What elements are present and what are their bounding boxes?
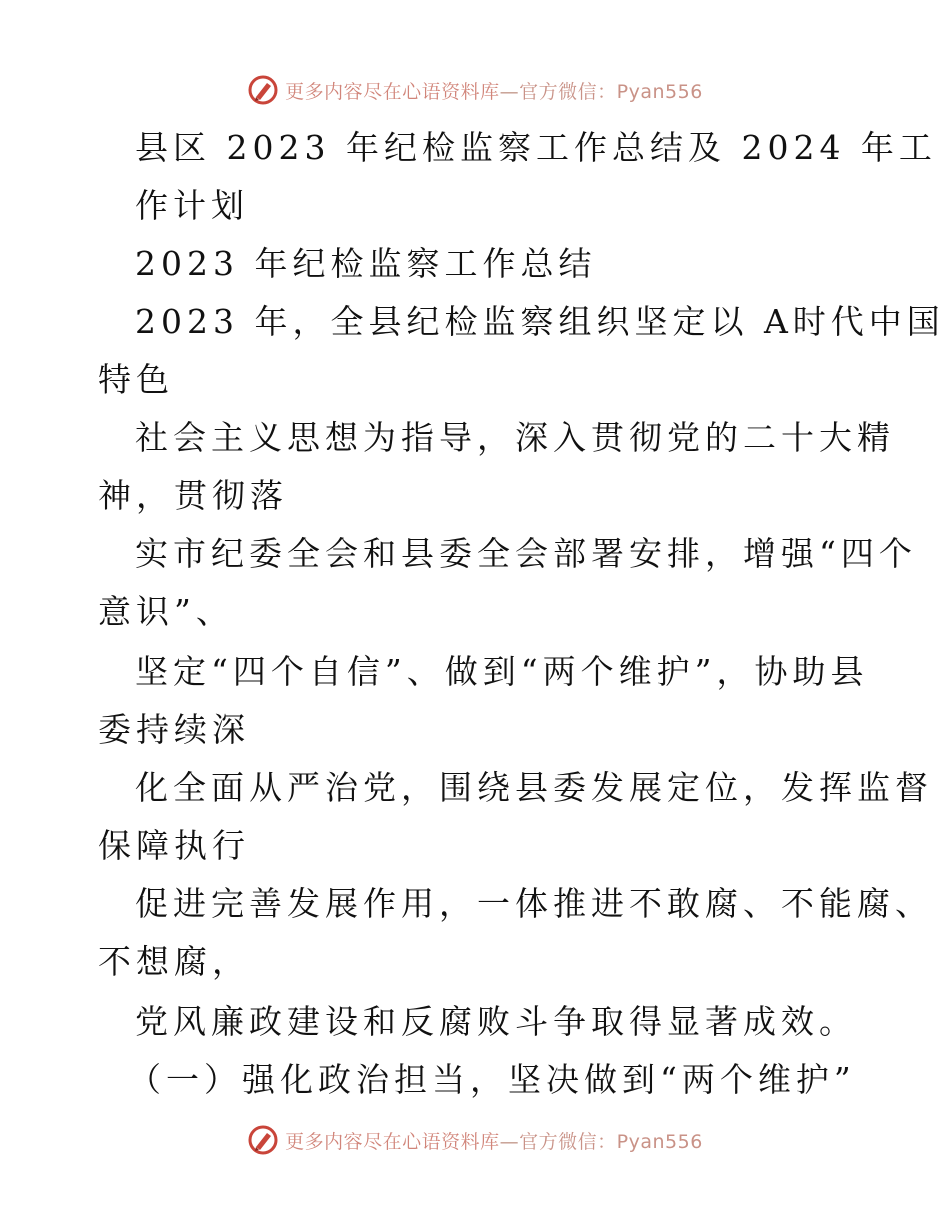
subsection-heading: （一）强化政治担当，坚决做到“两个维护” bbox=[128, 1060, 856, 1099]
watermark-text bbox=[285, 1127, 703, 1154]
watermark-text bbox=[285, 77, 703, 104]
paragraph-line: 党风廉政建设和反腐败斗争取得显著成效。 bbox=[135, 1002, 857, 1041]
watermark-sub: 官方微信：Pyan556 bbox=[519, 1130, 703, 1153]
title-line-1: 县区 2023 年纪检监察工作总结及 2024 年工 bbox=[135, 128, 937, 167]
paragraph-line: 实市纪委全会和县委全会部署安排，增强“四个 bbox=[135, 534, 917, 573]
watermark-sub: 官方微信：Pyan556 bbox=[519, 80, 703, 103]
title-line-2: 作计划 bbox=[135, 186, 249, 225]
watermark-main: 更多内容尽在心语资料库 bbox=[285, 80, 500, 103]
paragraph-line: 委持续深 bbox=[98, 710, 250, 749]
paragraph-line: 化全面从严治党，围绕县委发展定位，发挥监督 bbox=[135, 768, 933, 807]
pen-logo-icon bbox=[247, 74, 279, 106]
paragraph-line: 神，贯彻落 bbox=[98, 476, 288, 515]
section-heading: 2023 年纪检监察工作总结 bbox=[135, 244, 597, 283]
watermark-banner-top bbox=[0, 70, 950, 110]
paragraph-line: 保障执行 bbox=[98, 826, 250, 865]
paragraph-line: 2023 年，全县纪检监察组织坚定以 A时代中国 bbox=[135, 302, 945, 341]
paragraph-line: 坚定“四个自信”、做到“两个维护”，协助县 bbox=[135, 652, 869, 691]
pen-logo-icon bbox=[247, 1124, 279, 1156]
paragraph-line: 意识”、 bbox=[98, 592, 234, 631]
watermark-dash: — bbox=[499, 80, 520, 103]
paragraph-line: 不想腐， bbox=[98, 942, 250, 981]
watermark-main: 更多内容尽在心语资料库 bbox=[285, 1130, 500, 1153]
paragraph-line: 特色 bbox=[98, 360, 174, 399]
paragraph-line: 社会主义思想为指导，深入贯彻党的二十大精 bbox=[135, 418, 895, 457]
watermark-dash: — bbox=[499, 1130, 520, 1153]
paragraph-line: 促进完善发展作用，一体推进不敢腐、不能腐、 bbox=[135, 884, 933, 923]
watermark-banner-bottom bbox=[0, 1120, 950, 1160]
